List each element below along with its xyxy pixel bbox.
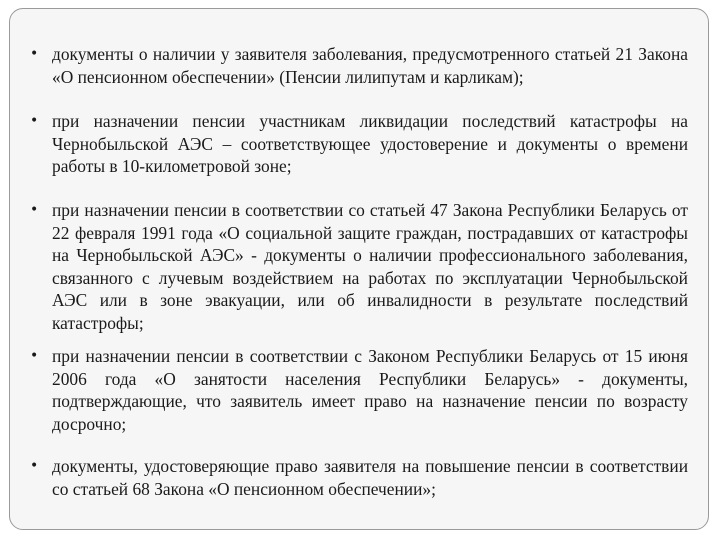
bullet-marker: • xyxy=(30,46,39,62)
content-panel xyxy=(9,8,709,530)
list-item-text: документы о наличии у заявителя заболевания, предусмотренного статьей 21 Закона «О пенсионном обеспечении» (Пенсии лилипутам и карликам); xyxy=(52,44,688,87)
bullet-marker: • xyxy=(30,113,39,129)
list-item-text: при назначении пенсии в соответствии со статьей 47 Закона Республики Беларусь от 22 февраля 1991 года «О социальной защите граждан, пострадавших от катастрофы на Чернобыльской АЭС» - документы о наличии профессионального заболевания, связанного с лучевым воздействием на работах по эксплуатации Чернобыльской АЭС или в зоне эвакуации, или об инвалидности в результате последствий катастрофы; xyxy=(52,200,688,333)
bullet-marker: • xyxy=(30,458,39,474)
list-item-text: документы, удостоверяющие право заявителя на повышение пенсии в соответствии со статьей 68 Закона «О пенсионном обеспечении»; xyxy=(52,456,688,499)
bullet-marker: • xyxy=(30,348,39,364)
list-item-text: при назначении пенсии в соответствии с Законом Республики Беларусь от 15 июня 2006 года «О занятости населения Республики Беларусь» - документы, подтверждающие, что заявитель имеет право на назначение пенсии по возрасту досрочно; xyxy=(52,346,688,434)
bullet-marker: • xyxy=(30,202,39,218)
list-item-text: при назначении пенсии участникам ликвидации последствий катастрофы на Чернобыльской АЭС – соответствующее удостоверение и документы о времени работы в 10-километровой зоне; xyxy=(52,111,688,176)
